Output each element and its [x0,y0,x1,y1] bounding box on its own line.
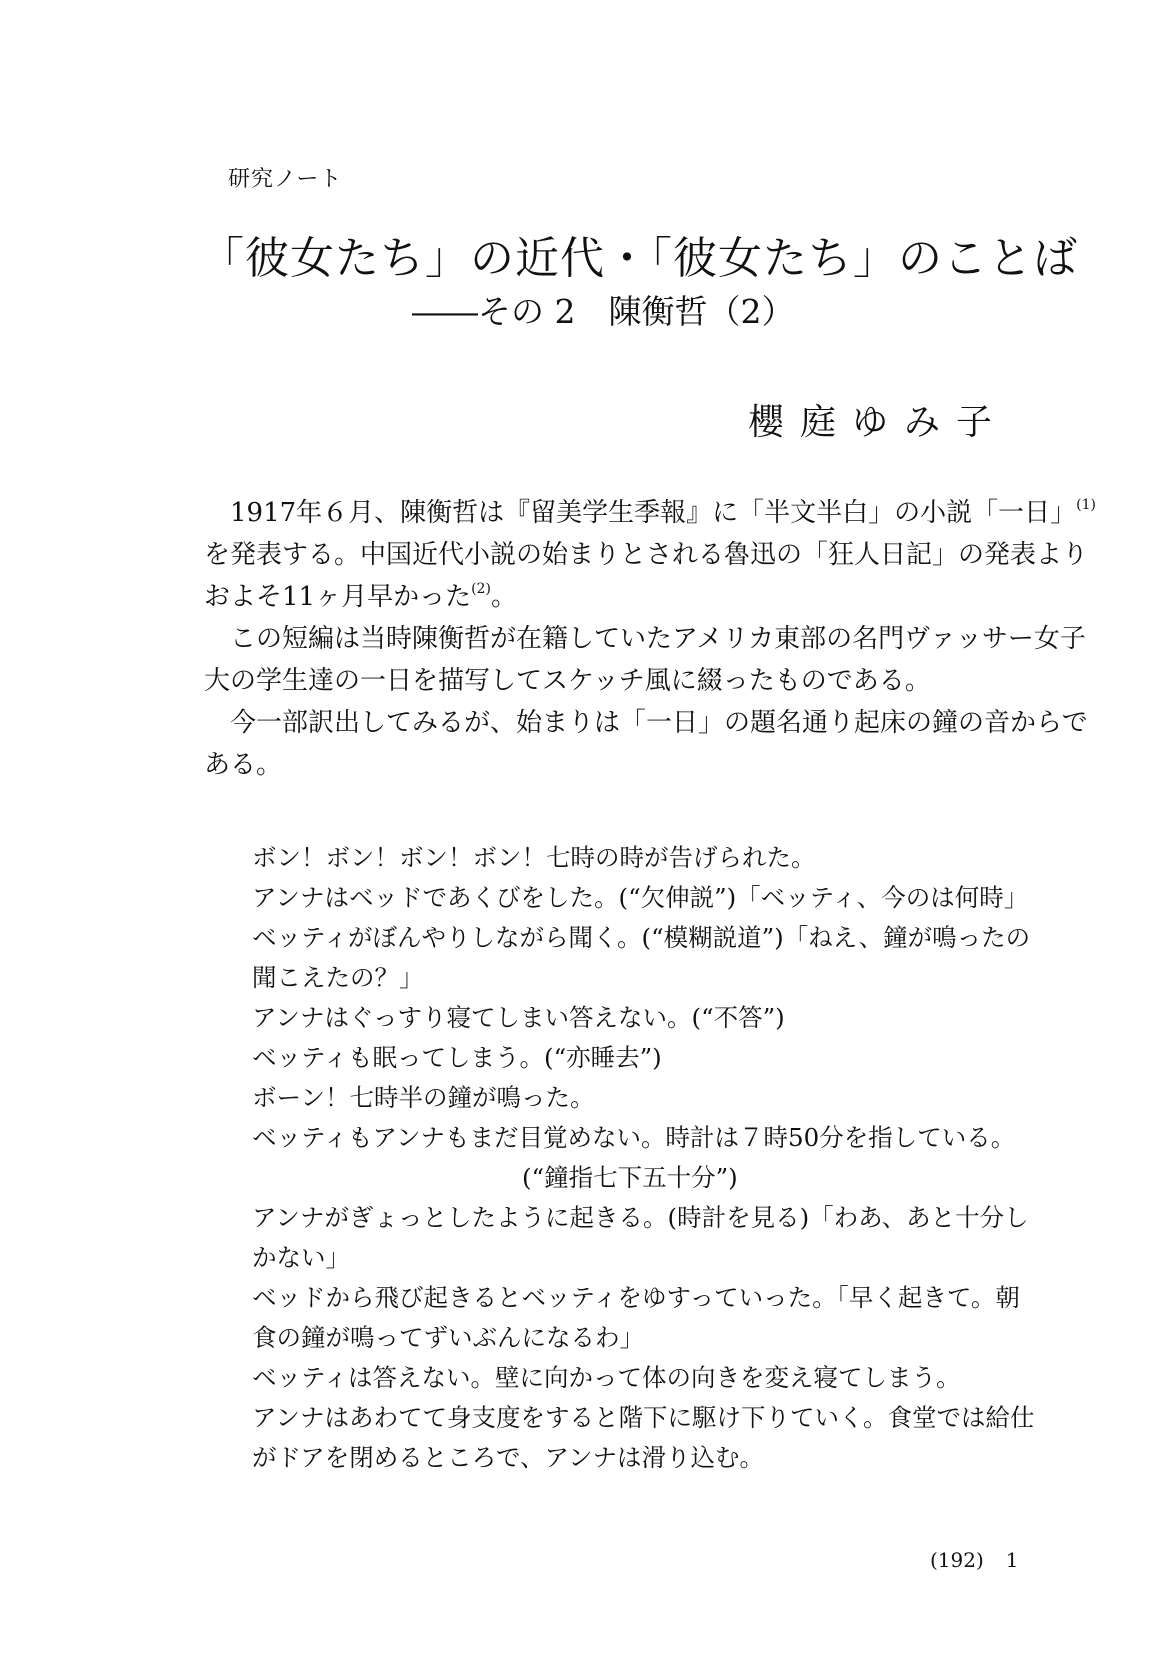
quote-line: アンナはベッドであくびをした。(“欠伸説”)「ベッティ、今のは何時」 [252,883,1029,912]
quote-line: ベッドから飛び起きるとベッティをゆすっていった。「早く起きて。朝 [252,1283,1020,1312]
paragraph-line [204,492,1097,534]
text-span: 。 [490,582,517,612]
quote-line: 聞こえたの？」 [252,963,424,992]
quote-line: 食の鐘が鳴ってずいぶんになるわ」 [252,1323,644,1352]
paragraph-line: 大の学生達の一日を描写してスケッチ風に綴ったものである。 [204,666,931,696]
article-type-label: 研究ノート [228,167,343,192]
quote-line: ベッティもアンナもまだ目覚めない。時計は７時50分を指している。 [252,1123,1016,1152]
quoted-translation [252,838,1035,1478]
quote-line: ボーン！七時半の鐘が鳴った。 [252,1083,595,1112]
page-number: 1 [1005,1548,1019,1572]
quote-line: ベッティは答えない。壁に向かって体の向きを変え寝てしまう。 [252,1363,961,1392]
body-text [204,492,1097,786]
quote-line: (“鐘指七下五十分”) [522,1163,738,1192]
quote-line: がドアを閉めるところで、アンナは滑り込む。 [252,1443,765,1472]
paragraph-line: 今一部訳出してみるが、始まりは「一日」の題名通り起床の鐘の音からで [230,708,1088,738]
paragraph-line [204,576,1010,618]
footnote-ref: (2) [471,581,491,597]
paragraph-line: を発表する。中国近代小説の始まりとされる魯迅の「狂人日記」の発表より [204,540,1089,570]
quote-line: アンナがぎょっとしたように起きる。(時計を見る)「わあ、あと十分し [252,1203,1029,1232]
quote-line: アンナはぐっすり寝てしまい答えない。(“不答”) [252,1003,785,1032]
paragraph-line: この短編は当時陳衡哲が在籍していたアメリカ東部の名門ヴァッサー女子 [230,624,1086,654]
page-number-paren: (192) [930,1548,984,1572]
quote-line: ベッティがぼんやりしながら聞く。(“模糊説道”)「ねえ、鐘が鳴ったの [252,923,1031,952]
footnote-ref: (1) [1076,497,1097,513]
article-subtitle: ――その 2 陳衡哲（2） [412,292,795,331]
page-footer [930,1548,1019,1572]
quote-line: ベッティも眠ってしまう。(“亦睡去”) [252,1043,662,1072]
quote-line: アンナはあわてて身支度をすると階下に駆け下りていく。食堂では給仕 [252,1403,1035,1432]
quote-line: かない」 [252,1243,350,1272]
article-title: 「彼女たち」の近代・「彼女たち」のことば [200,233,1078,284]
paragraph-line: ある。 [204,750,283,780]
author-name: 櫻庭ゆみ子 [748,402,1009,443]
text-span: 1917年６月、陳衡哲は『留美学生季報』に「半文半白」の小説「一日」 [230,498,1077,528]
text-span: およそ11ヶ月早かった [204,582,472,612]
quote-line: ボン！ボン！ボン！ボン！七時の時が告げられた。 [252,843,816,872]
